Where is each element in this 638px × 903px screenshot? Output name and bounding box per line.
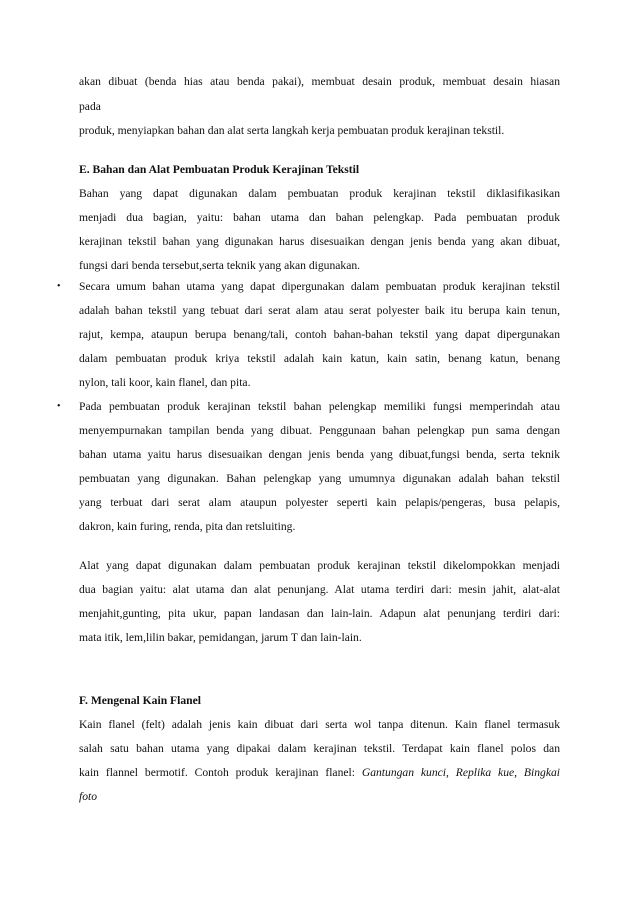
section-e-para-line: menjadi dua bagian, yaitu: bahan utama dan bahan pelengkap. Pada pembuatan produk <box>79 211 560 224</box>
section-e-para-line: kerajinan tekstil bahan yang digunakan harus disesuaikan dengan jenis benda yang akan dibuat, <box>79 235 560 248</box>
bullet2-line: menyempurnakan tampilan benda yang dibuat. Penggunaan bahan pelengkap pun sama dengan <box>79 424 560 437</box>
bullet-marker: • <box>57 281 61 292</box>
alat-para-line: menjahit,gunting, pita ukur, papan landasan dan lain-lain. Adapun alat penunjang terdiri dari: <box>79 607 560 620</box>
intro-line-3: produk, menyiapkan bahan dan alat serta langkah kerja pembuatan produk kerajinan tekstil. <box>79 124 505 137</box>
intro-line-1: akan dibuat (benda hias atau benda pakai), membuat desain produk, membuat desain hiasan <box>79 75 560 88</box>
bullet2-line: bahan utama yaitu harus disesuaikan dengan jenis benda yang dibuat,fungsi benda, serta teknik <box>79 448 560 461</box>
section-e-heading: E. Bahan dan Alat Pembuatan Produk Kerajinan Tekstil <box>79 163 360 176</box>
bullet1-line: Secara umum bahan utama yang dapat dipergunakan dalam pembuatan produk kerajinan tekstil <box>79 280 560 293</box>
bullet2-line: yang terbuat dari serat alam ataupun polyester seperti kain pelapis/pengeras, busa pelapis, <box>79 496 560 509</box>
section-f-para-line <box>79 766 560 780</box>
intro-line-2: pada <box>79 100 101 113</box>
section-f-heading: F. Mengenal Kain Flanel <box>79 694 201 707</box>
section-e-para-line: Bahan yang dapat digunakan dalam pembuatan produk kerajinan tekstil diklasifikasikan <box>79 187 560 200</box>
alat-para-line: mata itik, lem,lilin bakar, pemidangan, jarum T dan lain-lain. <box>79 631 362 644</box>
bullet1-line: nylon, tali koor, kain flanel, dan pita. <box>79 376 251 389</box>
section-f-line4-examples: foto <box>79 790 98 803</box>
bullet2-line: Pada pembuatan produk kerajinan tekstil bahan pelengkap memiliki fungsi memperindah atau <box>79 400 560 413</box>
bullet2-line: dakron, kain furing, renda, pita dan retsluiting. <box>79 520 296 533</box>
alat-para-line: Alat yang dapat digunakan dalam pembuatan produk kerajinan tekstil dikelompokkan menjadi <box>79 559 560 572</box>
bullet1-line: adalah bahan tekstil yang tebuat dari serat alam atau serat polyester baik itu berupa kain tenun, <box>79 304 560 317</box>
section-f-para-line: salah satu bahan utama yang dipakai dalam kerajinan tekstil. Terdapat kain flanel polos dan <box>79 742 560 755</box>
alat-para-line: dua bagian yaitu: alat utama dan alat penunjang. Alat utama terdiri dari: mesin jahit, alat-alat <box>79 583 560 596</box>
bullet2-line: pembuatan yang digunakan. Bahan pelengkap yang umumnya digunakan adalah bahan tekstil <box>79 472 560 485</box>
bullet1-line: rajut, kempa, ataupun berupa benang/tali, contoh bahan-bahan tekstil yang dapat dipergunakan <box>79 328 560 341</box>
section-f-para-line: Kain flanel (felt) adalah jenis kain dibuat dari serta wol tanpa ditenun. Kain flanel termasuk <box>79 718 560 731</box>
section-f-line3-examples: Gantungan kunci, Replika kue, Bingkai <box>361 766 560 779</box>
bullet-marker: • <box>57 401 61 412</box>
bullet1-line: dalam pembuatan produk kriya tekstil adalah kain katun, kain satin, benang katun, benang <box>79 352 560 365</box>
section-f-line3-text: kain flannel bermotif. Contoh produk kerajinan flanel: <box>79 766 362 779</box>
section-e-para-line: fungsi dari benda tersebut,serta teknik yang akan digunakan. <box>79 259 361 272</box>
